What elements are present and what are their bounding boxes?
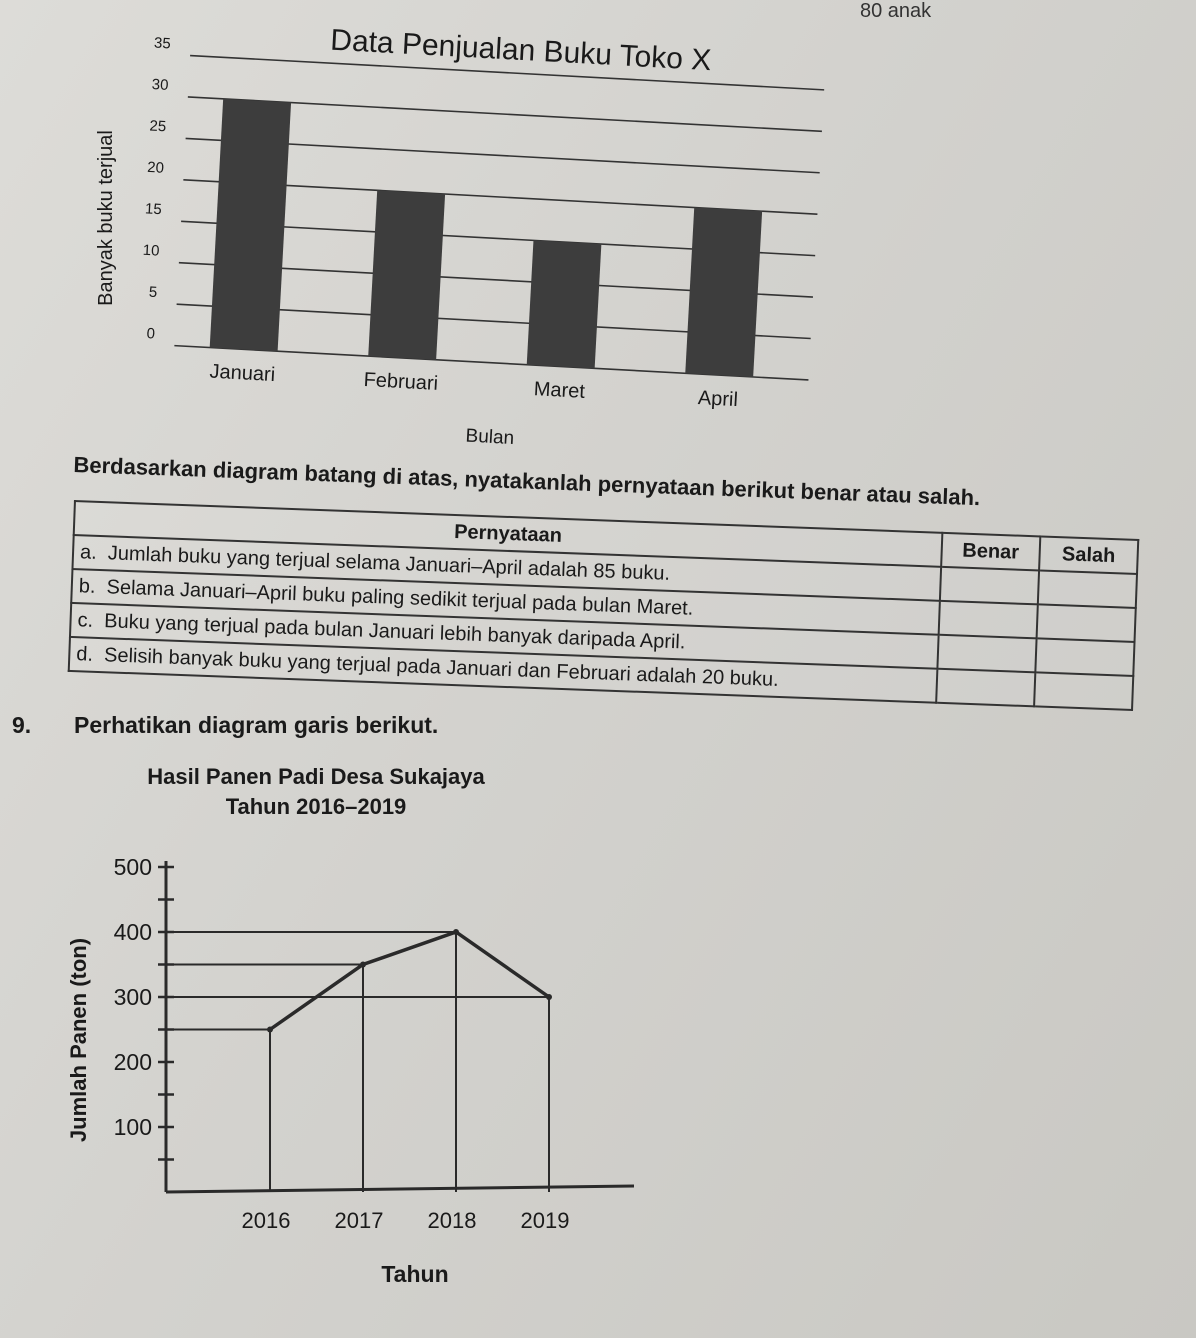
line-point [453, 929, 459, 935]
line-ytick-label: 100 [113, 1114, 152, 1140]
row-text: Buku yang terjual pada bulan Januari lebih banyak daripada April. [103, 609, 686, 653]
line-ytick-label: 200 [113, 1049, 152, 1075]
line-xtick-label: 2019 [520, 1208, 570, 1233]
row-label: d. [75, 642, 94, 666]
line-chart [0, 830, 700, 1310]
line-xtick-label: 2018 [427, 1208, 477, 1233]
line-xtick-label: 2016 [241, 1208, 291, 1233]
true-cell[interactable] [936, 669, 1035, 707]
question-number: 9. [12, 712, 32, 738]
bar-chart-ylabel: Banyak buku terjual [95, 130, 117, 306]
line-series [270, 932, 549, 1030]
line-point [267, 1027, 273, 1033]
question-9 [12, 712, 438, 739]
row-text: Selisih banyak buku yang terjual pada Januari dan Februari adalah 20 buku. [103, 643, 780, 691]
header-false: Salah [1039, 536, 1138, 574]
bar-chart-title: Data Penjualan Buku Toko X [329, 23, 713, 78]
bar-ytick-label: 0 [146, 325, 156, 343]
row-label: c. [77, 608, 94, 632]
question-text: Perhatikan diagram garis berikut. [74, 712, 439, 738]
line-ytick-label: 400 [113, 919, 152, 945]
false-cell[interactable] [1038, 570, 1137, 608]
bar-xtick-label: Februari [363, 368, 439, 395]
statement-table [68, 500, 1140, 711]
header-true: Benar [941, 533, 1040, 571]
row-text: Selama Januari–April buku paling sedikit terjual pada bulan Maret. [106, 575, 694, 620]
line-xtick-label: 2017 [334, 1208, 384, 1233]
question-intro: Berdasarkan diagram batang di atas, nyatakanlah pernyataan berikut benar atau salah. [73, 452, 981, 511]
bar-januari [210, 99, 291, 351]
bar-maret [527, 240, 602, 368]
header-statement: Pernyataan [74, 501, 943, 567]
bar-ytick-label: 35 [153, 34, 172, 53]
line-chart-xlabel: Tahun [381, 1261, 449, 1287]
line-chart-ylabel: Jumlah Panen (ton) [66, 937, 91, 1143]
row-label: b. [78, 574, 96, 598]
true-cell[interactable] [939, 601, 1038, 639]
row-text: Jumlah buku yang terjual selama Januari–April adalah 85 buku. [107, 541, 671, 585]
line-x-axis [166, 1186, 634, 1192]
bar-xtick-label: Januari [209, 360, 276, 387]
bar-ytick-label: 20 [146, 158, 165, 177]
bar-februari [368, 190, 445, 359]
bar-ytick-label: 15 [144, 200, 163, 219]
row-label: a. [79, 540, 98, 564]
line-point [360, 962, 366, 968]
bar-ytick-label: 30 [151, 76, 169, 94]
true-cell[interactable] [940, 567, 1039, 605]
bar-chart-xlabel: Bulan [465, 425, 515, 450]
bar-ytick-label: 25 [149, 117, 167, 136]
line-chart-title-line1: Hasil Panen Padi Desa Sukajaya [147, 764, 485, 789]
false-cell[interactable] [1035, 638, 1134, 676]
line-point [546, 994, 552, 1000]
line-chart-title [106, 762, 526, 822]
bar-april [685, 208, 762, 377]
line-ytick-label: 300 [113, 984, 152, 1010]
bar-chart [0, 0, 1196, 490]
bar-xtick-label: April [697, 387, 739, 412]
false-cell[interactable] [1034, 672, 1133, 710]
line-ytick-label: 500 [113, 854, 152, 880]
false-cell[interactable] [1037, 604, 1136, 642]
bar-xtick-label: Maret [533, 378, 586, 403]
bar-ytick-label: 5 [148, 283, 158, 302]
corner-text: 80 anak [860, 0, 932, 22]
bar-ytick-label: 10 [142, 241, 160, 260]
line-chart-title-line2: Tahun 2016–2019 [225, 794, 407, 819]
true-cell[interactable] [937, 635, 1036, 673]
